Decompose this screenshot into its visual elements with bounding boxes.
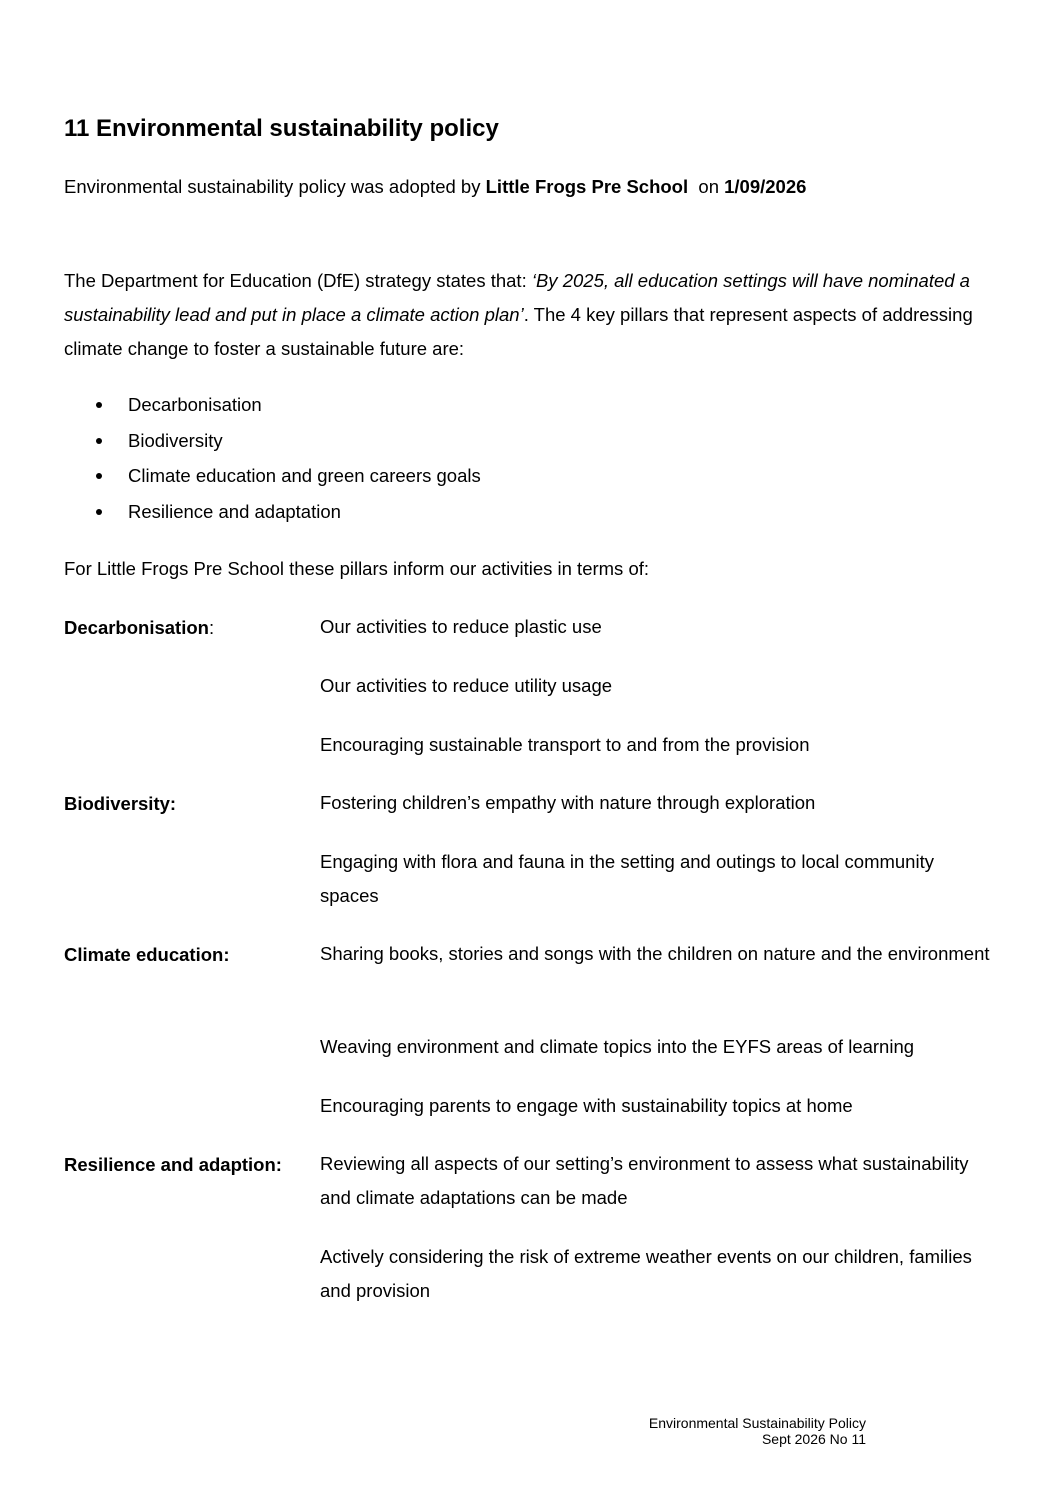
section-label-resilience: Resilience and adaption: xyxy=(64,1154,282,1175)
bullet-icon xyxy=(96,473,102,479)
section-label-colon: : xyxy=(208,617,215,638)
section-label-climate-education: Climate education: xyxy=(64,944,230,965)
adoption-date: 1/09/2026 xyxy=(724,176,807,197)
pillars-list xyxy=(64,390,481,532)
section-label-biodiversity: Biodiversity: xyxy=(64,793,177,814)
intro-prefix: The Department for Education (DfE) strategy states that: xyxy=(64,270,532,291)
bullet-icon xyxy=(96,438,102,444)
intro-paragraph xyxy=(64,264,984,366)
section-item: Weaving environment and climate topics into the EYFS areas of learning xyxy=(320,1036,915,1057)
section-item: Engaging with flora and fauna in the setting and outings to local community spaces xyxy=(320,851,934,906)
page-title: 11 Environmental sustainability policy xyxy=(64,115,499,142)
pillars-lead-text: For Little Frogs Pre School these pillars inform our activities in terms of: xyxy=(64,558,650,579)
bullet-icon xyxy=(96,509,102,515)
page-footer xyxy=(649,1415,866,1447)
adoption-statement xyxy=(64,174,806,200)
intro-suffix: . The 4 key pillars that represent aspects of addressing climate change to foster a sustainable future are: xyxy=(64,304,973,359)
dfe-quote: ‘By 2025, all education settings will have nominated a sustainability lead and put in place a climate action plan’ xyxy=(64,270,970,325)
pillar-label: Climate education and green careers goals xyxy=(128,465,481,486)
section-item: Sharing books, stories and songs with the children on nature and the environment xyxy=(320,943,990,964)
section-item: Reviewing all aspects of our setting’s environment to assess what sustainability and climate adaptations can be made xyxy=(320,1153,969,1208)
pillar-label: Resilience and adaptation xyxy=(128,500,341,522)
adoption-prefix: Environmental sustainability policy was adopted by xyxy=(64,176,486,197)
pillar-label: Decarbonisation xyxy=(128,394,262,415)
list-item xyxy=(64,390,481,426)
section-item: Fostering children’s empathy with nature through exploration xyxy=(320,792,816,813)
section-item: Encouraging parents to engage with sustainability topics at home xyxy=(320,1095,853,1116)
list-item xyxy=(64,426,481,462)
section-label-text: Decarbonisation xyxy=(64,617,209,638)
footer-document-name: Environmental Sustainability Policy xyxy=(648,1415,866,1431)
pillar-label: Biodiversity xyxy=(128,429,223,451)
list-item xyxy=(64,461,481,497)
section-label-decarbonisation xyxy=(64,615,214,641)
footer-version: Sept 2026 No 11 xyxy=(761,1431,866,1447)
section-item: Encouraging sustainable transport to and from the provision xyxy=(320,734,810,755)
setting-name: Little Frogs Pre School xyxy=(485,176,689,197)
adoption-middle: on xyxy=(688,176,725,197)
bullet-icon xyxy=(96,402,102,408)
section-item: Actively considering the risk of extreme weather events on our children, families and provision xyxy=(320,1246,972,1301)
section-item: Our activities to reduce plastic use xyxy=(320,616,602,637)
section-item: Our activities to reduce utility usage xyxy=(320,675,613,696)
list-item xyxy=(64,497,481,533)
